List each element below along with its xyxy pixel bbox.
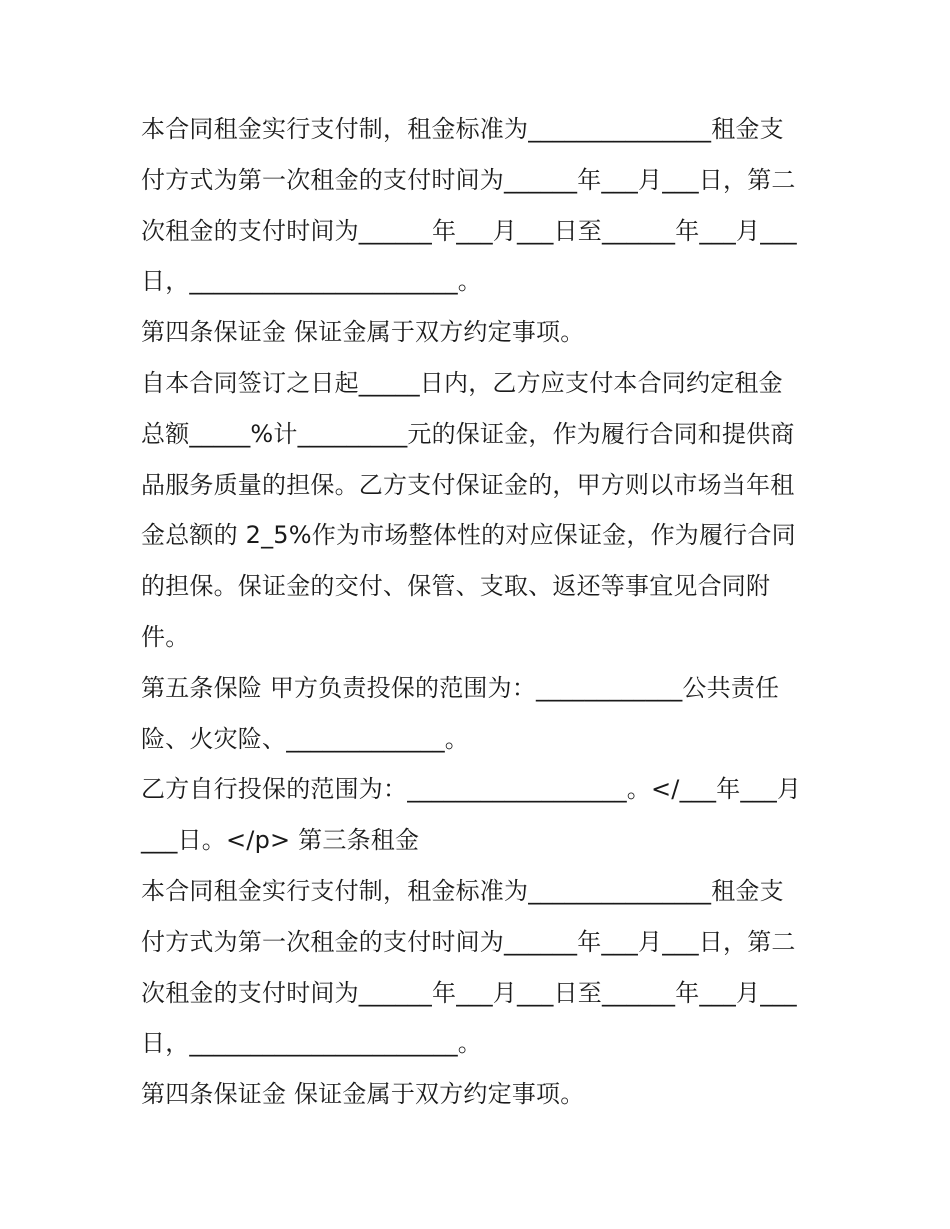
- text-line: ___日。</p> 第三条租金: [141, 826, 420, 855]
- text-line: 险、火灾险、_____________。: [141, 724, 469, 753]
- text-line: 日，______________________。: [141, 1029, 482, 1058]
- text-line: 付方式为第一次租金的支付时间为______年___月___日，第二: [141, 165, 796, 194]
- text-line: 的担保。保证金的交付、保管、支取、返还等事宜见合同附: [141, 572, 771, 601]
- text-line: 金总额的 2_5%作为市场整体性的对应保证金，作为履行合同: [141, 521, 796, 550]
- section-heading: 第四条保证金 保证金属于双方约定事项。: [141, 1080, 585, 1109]
- text-line: 本合同租金实行支付制，租金标准为_______________租金支: [141, 115, 784, 143]
- text-line: 总额_____%计_________元的保证金，作为履行合同和提供商: [141, 419, 795, 448]
- section-heading: 第五条保险 甲方负责投保的范围为：____________公共责任: [141, 673, 780, 702]
- document-body: [141, 104, 821, 1120]
- text-line: 次租金的支付时间为______年___月___日至______年___月___: [141, 216, 797, 245]
- text-line: 品服务质量的担保。乙方支付保证金的，甲方则以市场当年租: [141, 470, 795, 499]
- text-line: 乙方自行投保的范围为：__________________。</___年___月: [141, 775, 802, 804]
- text-line: 本合同租金实行支付制，租金标准为_______________租金支: [141, 876, 784, 905]
- text-line: 日，______________________。: [141, 267, 482, 296]
- text-line: 件。: [141, 622, 190, 651]
- section-heading: 第四条保证金 保证金属于双方约定事项。: [141, 318, 585, 347]
- text-line: 付方式为第一次租金的支付时间为______年___月___日，第二: [141, 927, 796, 956]
- text-line: 次租金的支付时间为______年___月___日至______年___月___: [141, 978, 797, 1007]
- text-line: 自本合同签订之日起_____日内，乙方应支付本合同约定租金: [141, 368, 783, 397]
